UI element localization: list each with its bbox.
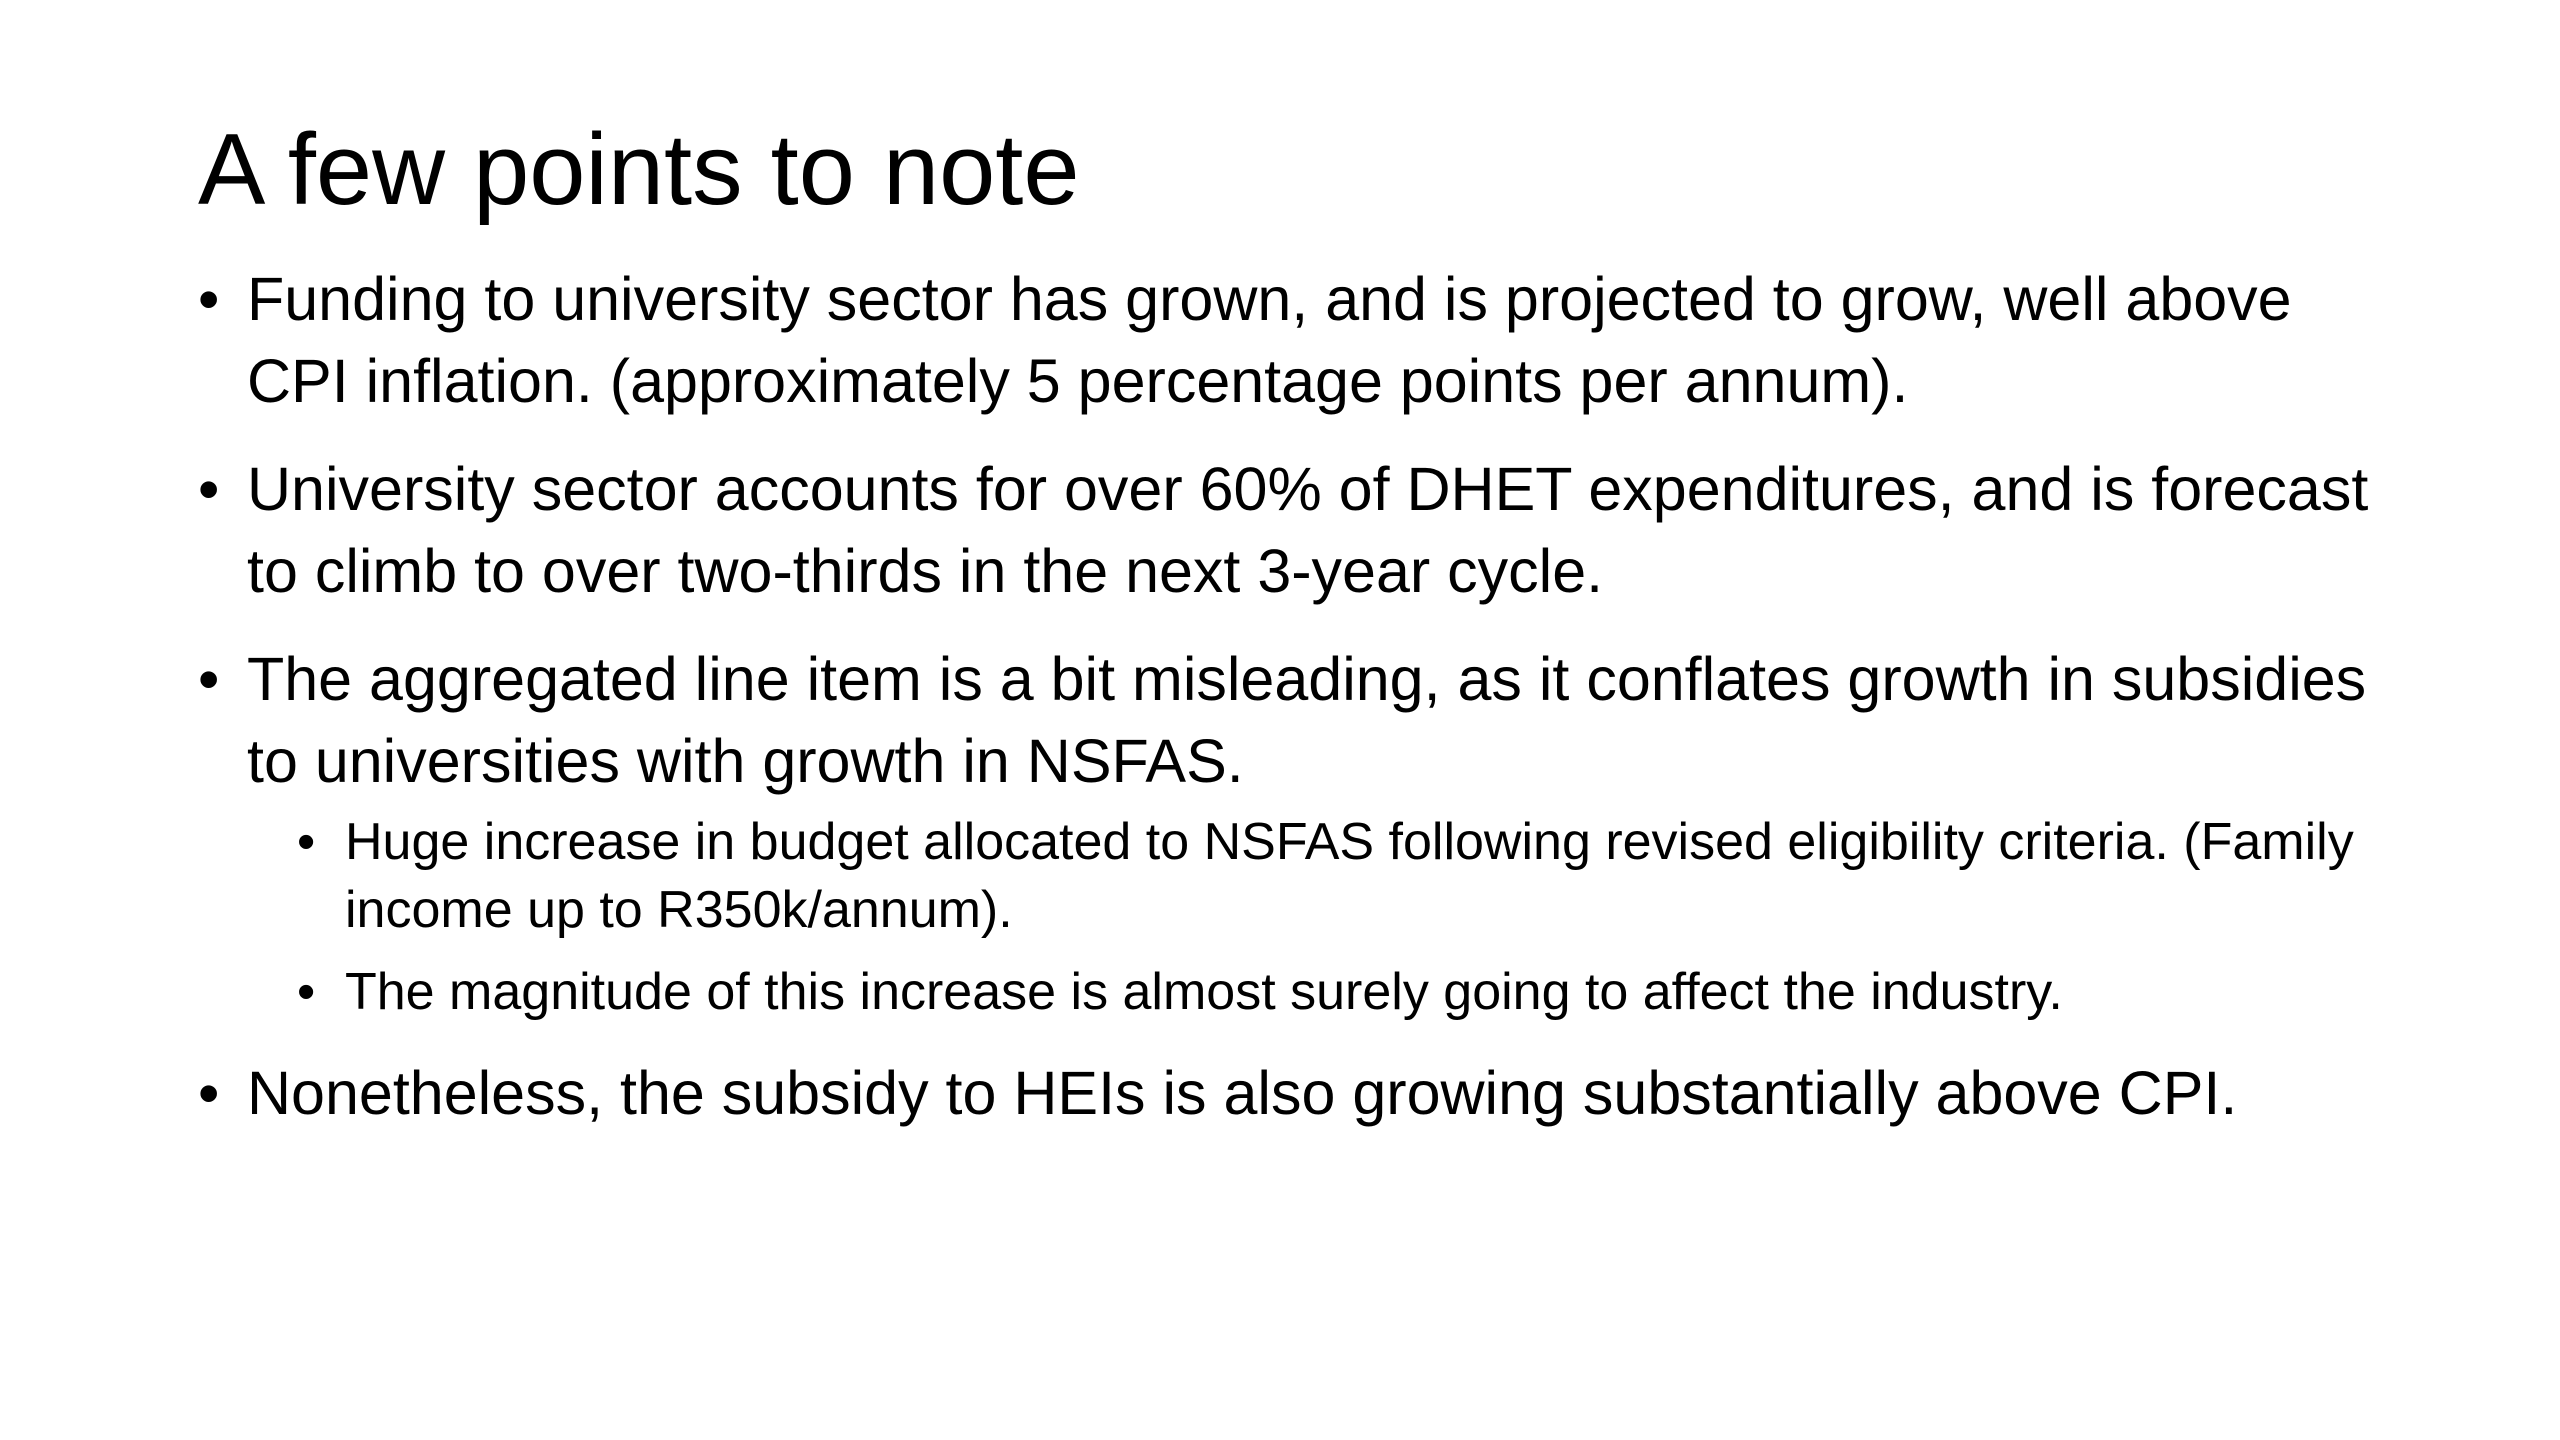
bullet-text: The aggregated line item is a bit misleading, as it conflates growth in subsidies to universities with growth in NSFAS. (247, 645, 2367, 795)
sub-bullet-dot-icon: • (297, 963, 316, 1021)
bullet-dot-icon: • (198, 455, 220, 523)
sub-bullet-item (297, 958, 2398, 1026)
slide-title: A few points to note (198, 114, 1080, 226)
bullet-item (198, 638, 2398, 1026)
sub-bullet-list (247, 808, 2398, 1026)
sub-bullet-dot-icon: • (297, 813, 316, 871)
bullet-item (198, 1052, 2398, 1134)
bullet-item (198, 448, 2398, 612)
bullet-text: University sector accounts for over 60% of DHET expenditures, and is forecast to climb to over two-thirds in the next 3-year cycle. (247, 455, 2369, 605)
bullet-dot-icon: • (198, 1059, 220, 1127)
sub-bullet-item (297, 808, 2398, 944)
sub-bullet-text: The magnitude of this increase is almost surely going to affect the industry. (345, 963, 2063, 1021)
bullet-item (198, 258, 2398, 422)
bullet-text: Funding to university sector has grown, and is projected to grow, well above CPI inflation. (approximately 5 percentage points per annum). (247, 265, 2292, 415)
bullet-dot-icon: • (198, 645, 220, 713)
bullet-dot-icon: • (198, 265, 220, 333)
bullet-list (198, 258, 2398, 1160)
bullet-text: Nonetheless, the subsidy to HEIs is also growing substantially above CPI. (247, 1059, 2238, 1127)
sub-bullet-text: Huge increase in budget allocated to NSFAS following revised eligibility criteria. (Family income up to R350k/annum). (345, 813, 2354, 939)
